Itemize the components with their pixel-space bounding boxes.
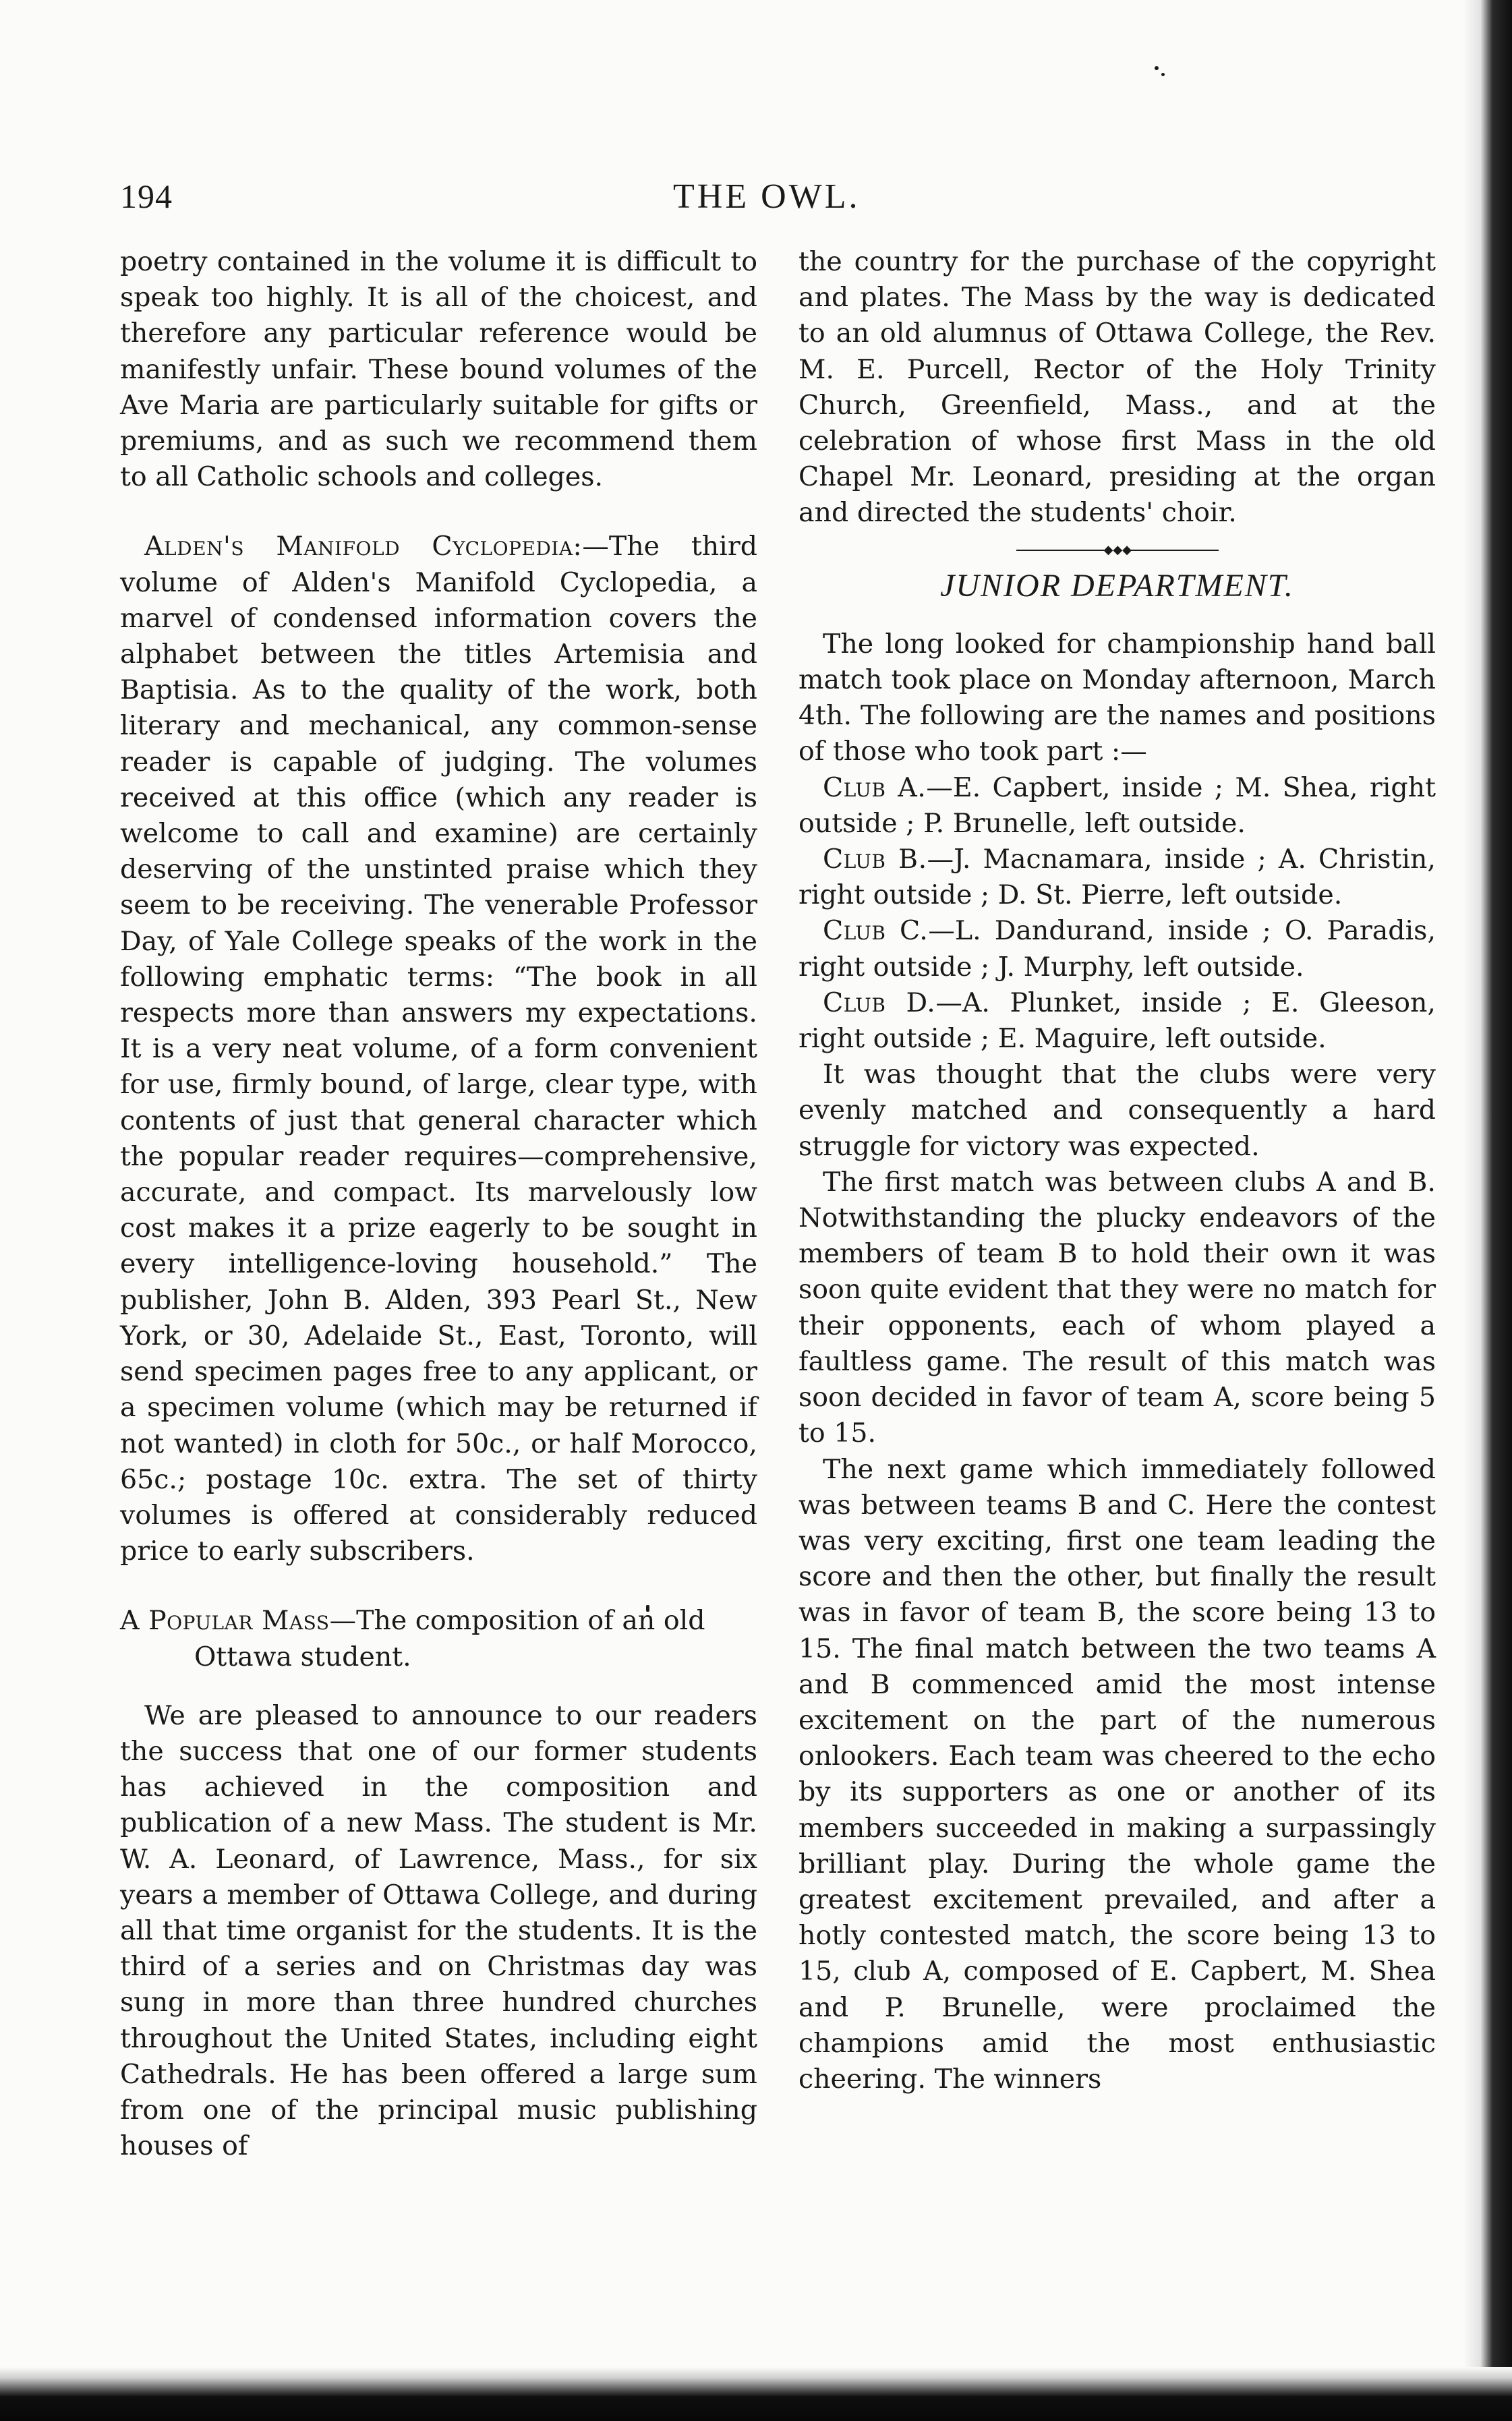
club-c-roster (798, 913, 1436, 985)
section-heading-junior-department: JUNIOR DEPARTMENT. (940, 567, 1294, 604)
alden-cyclopedia-lead: Alden's Manifold Cyclopedia: (144, 531, 583, 562)
page-edge-shadow-bottom (0, 2367, 1512, 2421)
page-edge-shadow-right (1463, 0, 1512, 2421)
alden-cyclopedia-body: —The third volume of Alden's Manifold Cyclopedia, a marvel of condensed information covers the alphabet between the titles Artemisia and Baptisia. As to the quality of the work, both literary and mechanical, any common-sense reader is capable of judging. The volumes received at this office (which any reader is welcome to call and examine) are certainly deserving of the unstinted praise which they seem to be receiving. The venerable Professor Day, of Yale College speaks of the work in the following emphatic terms: “The book in all respects more than answers my expectations. It is a very neat volume, of a form convenient for use, firmly bound, of large, clear type, with contents of just that general character which the popular reader requires—comprehensive, accurate, and compact. Its marvelously low cost makes it a prize eagerly to be sought in every intelligence-loving household.” The publisher, John B. Alden, 393 Pearl St., New York, or 30, Adelaide St., East, Toronto, will send specimen pages free to any applicant, or a specimen volume (which may be returned if not wanted) in cloth for 50c., or half Morocco, 65c.; postage 10c. extra. The set of thirty volumes is offered at considerably reduced price to early subscribers. (120, 531, 757, 1567)
club-a-label: Club A. (823, 771, 927, 803)
club-c-label: Club C. (823, 915, 929, 947)
rule-ornament-icon: ◆◆◆ (1103, 542, 1132, 557)
left-column (120, 244, 757, 2164)
club-a-members: —E. Capbert, inside ; M. Shea, right outside ; P. Brunelle, left outside. (798, 771, 1436, 839)
club-b-label: Club B. (823, 844, 927, 875)
running-title: THE OWL. (673, 177, 861, 216)
club-d-roster (798, 985, 1436, 1057)
popular-mass-subtitle: —The composition of an old Ottawa student. (194, 1605, 705, 1672)
paragraph-ave-maria: poetry contained in the volume it is difficult to speak too highly. It is all of the choicest, and therefore any particular reference would be manifestly unfair. These bound volumes of the Ave Maria are particularly suitable for gifts or premiums, and as such we recommend them to all Catholic schools and colleges. (120, 246, 757, 493)
popular-mass-lead: A Popular Mass (120, 1605, 330, 1637)
scan-speck (1161, 73, 1165, 76)
club-c-members: —L. Dandurand, inside ; O. Paradis, right outside ; J. Murphy, left outside. (798, 915, 1436, 983)
page-number: 194 (120, 177, 173, 215)
club-b-members: —J. Macnamara, inside ; A. Christin, right outside ; D. St. Pierre, left outside. (798, 844, 1436, 911)
right-column (798, 244, 1436, 2097)
ornamental-rule (1016, 544, 1219, 557)
club-a-roster (798, 770, 1436, 842)
paragraph-championship-intro: The long looked for championship hand ball match took place on Monday afternoon, March 4th. The following are the names and positions of those who took part :— (798, 628, 1436, 767)
club-d-label: Club D. (823, 987, 936, 1018)
club-d-members: —A. Plunket, inside ; E. Gleeson, right outside ; E. Maguire, left outside. (798, 987, 1436, 1055)
paragraph-mass-continued: the country for the purchase of the copyright and plates. The Mass by the way is dedicated to an old alumnus of Ottawa College, the Rev. M. E. Purcell, Rector of the Holy Trinity Church, Greenfield, Mass., and at the celebration of whose first Mass in the old Chapel Mr. Leonard, presiding at the organ and directed the students' choir. (798, 246, 1436, 529)
paragraph-leonard-mass: We are pleased to announce to our readers the success that one of our former students has achieved in the composition and publication of a new Mass. The student is Mr. W. A. Leonard, of Lawrence, Mass., for six years a member of Ottawa College, and during all that time organist for the students. It is the third of a series and on Christmas day was sung in more than three hundred churches throughout the United States, including eight Cathedrals. He has been offered a large sum from one of the principal music publishing houses of (120, 1699, 757, 2162)
page-header (120, 177, 1428, 224)
scan-speck (1155, 66, 1159, 70)
club-b-roster (798, 842, 1436, 913)
paragraph-evenly-matched: It was thought that the clubs were very evenly matched and consequently a hard struggle for victory was expected. (798, 1059, 1436, 1162)
paragraph-popular-mass-heading (120, 1603, 757, 1674)
paragraph-first-match: The first match was between clubs A and B. Notwithstanding the plucky endeavors of the members of team B to hold their own it was soon quite evident that they were no match for their opponents, each of whom played a faultless game. The result of this match was soon decided in favor of team A, score being 5 to 15. (798, 1166, 1436, 1449)
paragraph-alden-cyclopedia (120, 529, 757, 1569)
paragraph-next-game: The next game which immediately followed was between teams B and C. Here the contest was very exciting, first one team leading the score and then the other, but finally the result was in favor of team B, the score being 13 to 15. The final match between the two teams A and B commenced amid the most intense excitement on the part of the numerous onlookers. Each team was cheered to the echo by its supporters as one or another of its members succeeded in making a surpassingly brilliant play. During the whole game the greatest excitement prevailed, and after a hotly contested match, the score being 13 to 15, club A, composed of E. Capbert, M. Shea and P. Brunelle, were proclaimed the champions amid the most enthusiastic cheering. The winners (798, 1453, 1436, 2095)
